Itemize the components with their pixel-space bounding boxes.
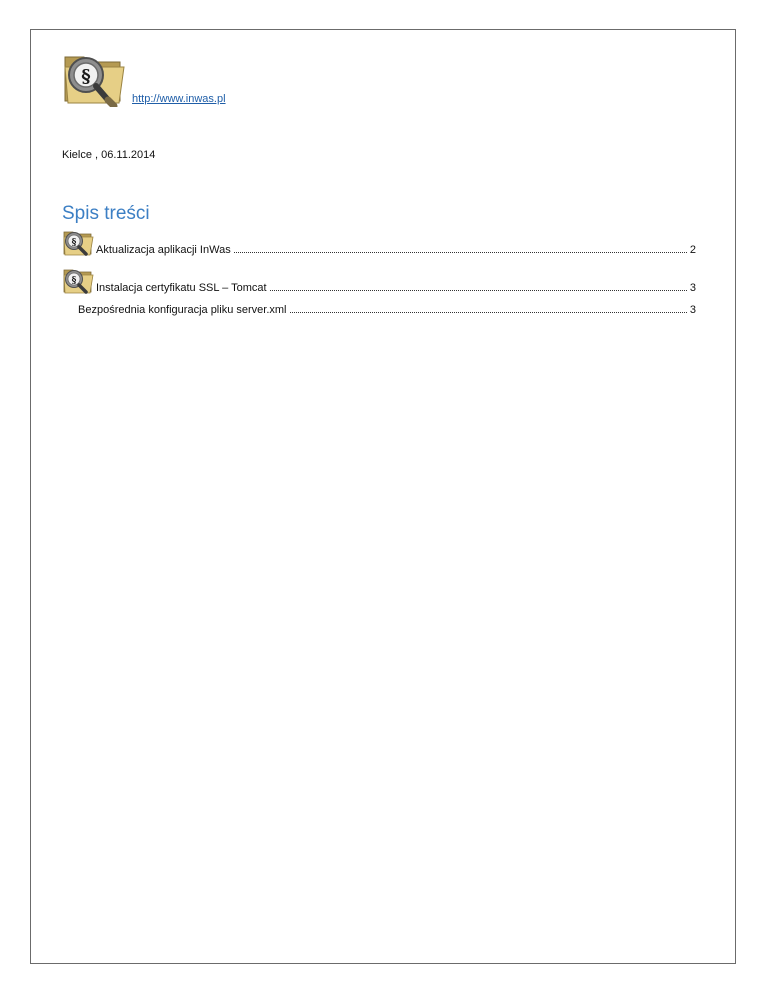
page-border: [30, 29, 736, 964]
toc-page-number: 2: [689, 244, 696, 256]
toc-page-number: 3: [689, 304, 696, 316]
toc-entry-title: Instalacja certyfikatu SSL – Tomcat: [96, 282, 267, 294]
site-link[interactable]: http://www.inwas.pl: [132, 93, 226, 105]
folder-paragraph-magnifier-icon: [62, 265, 96, 295]
toc-page-number: 3: [689, 282, 696, 294]
folder-paragraph-magnifier-icon: [62, 227, 96, 257]
svg-text:§: §: [71, 238, 77, 248]
svg-text:§: §: [81, 66, 91, 87]
folder-paragraph-magnifier-icon: [62, 47, 130, 107]
toc-dot-leader: [234, 251, 687, 253]
toc-entry-instalacja[interactable]: [96, 278, 696, 294]
toc-entry-title: Aktualizacja aplikacji InWas: [96, 244, 231, 256]
date-line: Kielce , 06.11.2014: [62, 149, 156, 161]
svg-text:§: §: [71, 276, 77, 286]
toc-entry-title: Bezpośrednia konfiguracja pliku server.xml: [78, 304, 287, 316]
toc-dot-leader: [270, 289, 687, 291]
toc-heading: Spis treści: [62, 203, 150, 224]
toc-entry-bezposrednia[interactable]: [78, 300, 696, 316]
toc-dot-leader: [290, 311, 687, 313]
toc-entry-aktualizacja[interactable]: [96, 240, 696, 256]
